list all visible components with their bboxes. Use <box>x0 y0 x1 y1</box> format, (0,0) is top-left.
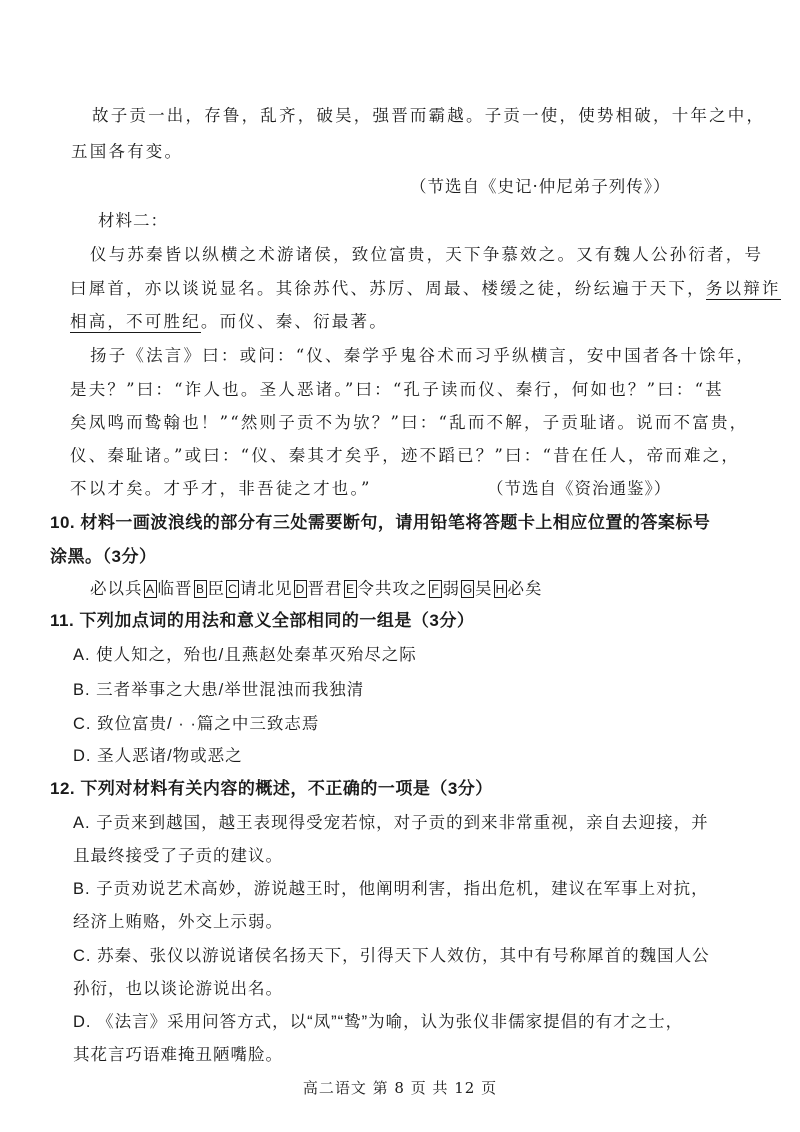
q12-option-c-line-1: C. 苏秦、张仪以游说诸侯名扬天下，引得天下人效仿，其中有号称犀首的魏国人公 <box>73 947 710 965</box>
material2-p2-line-3: 矣凤鸣而鸷翰也！”“然则子贡不为欤？”曰：“乱而不解，子贡耻诸。说而不富贵， <box>70 413 749 432</box>
q12-option-d-line-1: D. 《法言》采用问答方式，以“凤”“鸷”为喻，认为张仪非儒家提倡的有才之士， <box>73 1013 684 1031</box>
material2-p2-line-4: 仪、秦耻诸。”或曰：“仪、秦其才矣乎，迹不蹈已？”曰：“昔在任人，帝而难之， <box>70 446 741 465</box>
q11-option-a: A. 使人知之，殆也/且燕赵处秦革灭殆尽之际 <box>73 646 417 664</box>
material2-p2-line-1: 扬子《法言》曰：或问：“仪、秦学乎鬼谷术而习乎纵横言，安中国者各十馀年， <box>90 346 756 365</box>
material2-p1-line-2 <box>70 278 781 300</box>
q12-stem: 12. 下列对材料有关内容的概述，不正确的一项是（3分） <box>50 779 493 798</box>
q12-option-c-line-2: 孙衍，也以谈论游说出名。 <box>73 980 283 998</box>
material2-p1-line-1: 仪与苏秦皆以纵横之术游诸侯，致位富贵，天下争慕效之。又有魏人公孙衍者，号 <box>90 245 764 264</box>
answer-box-h[interactable]: H <box>494 580 507 598</box>
segment-text: 必矣 <box>507 580 543 598</box>
material2-source: （节选自《资治通鉴》） <box>487 479 672 498</box>
material2-p1-line-3 <box>70 311 388 333</box>
answer-box-a[interactable]: A <box>144 580 157 598</box>
material2-heading: 材料二： <box>98 211 168 230</box>
answer-box-e[interactable]: E <box>344 580 357 598</box>
q12-option-d-line-2: 其花言巧语难掩丑陋嘴脸。 <box>73 1046 283 1064</box>
q10-stem-line-2: 涂黑。（3分） <box>50 547 157 566</box>
answer-box-d[interactable]: D <box>294 580 307 598</box>
answer-box-g[interactable]: G <box>462 582 473 596</box>
segment-text: 晋君 <box>307 580 343 598</box>
segment-text: 令共攻之 <box>357 580 428 598</box>
q11-option-d: D. 圣人恶诸/物或恶之 <box>73 747 243 765</box>
material1-source: （节选自《史记·仲尼弟子列传》） <box>410 177 671 196</box>
material2-p2-line-5: 不以才矣。才乎才，非吾徒之才也。” <box>70 479 372 498</box>
segment-text: 臣 <box>207 580 225 598</box>
material1-line-2: 五国各有变。 <box>71 142 184 161</box>
segment-text: 吴 <box>475 580 493 598</box>
text-segment: 。而仪、秦、衍最著。 <box>200 312 388 331</box>
wavy-underlined-text: 务以辩诈 <box>705 279 781 298</box>
q11-stem: 11. 下列加点词的用法和意义全部相同的一组是（3分） <box>50 611 475 630</box>
q12-option-b-line-2: 经济上贿赂，外交上示弱。 <box>73 913 283 931</box>
answer-box-c[interactable]: C <box>226 580 239 598</box>
page-footer: 高二语文 第 8 页 共 12 页 <box>302 1079 498 1097</box>
material2-p2-line-2: 是夫？”曰：“诈人也。圣人恶诸。”曰：“孔子读而仪、秦行，何如也？”曰：“甚 <box>70 380 724 399</box>
q10-stem-line-1: 10. 材料一画波浪线的部分有三处需要断句，请用铅笔将答题卡上相应位置的答案标号 <box>50 513 711 532</box>
q10-sentence-segments <box>90 578 543 600</box>
answer-box-f[interactable]: F <box>429 580 442 598</box>
wavy-underlined-text: 相高，不可胜纪 <box>70 312 201 331</box>
segment-text: 请北见 <box>240 580 293 598</box>
segment-text: 弱 <box>442 580 460 598</box>
answer-box-b[interactable]: B <box>194 580 207 598</box>
q12-option-b-line-1: B. 子贡劝说艺术高妙，游说越王时，他阐明利害，指出危机，建议在军事上对抗， <box>73 880 709 898</box>
q12-option-a-line-2: 且最终接受了子贡的建议。 <box>73 847 283 865</box>
segment-text: 临晋 <box>157 580 193 598</box>
q11-option-c: C. 致位富贵/ · ·篇之中三致志焉 <box>73 715 320 733</box>
q12-option-a-line-1: A. 子贡来到越国，越王表现得受宠若惊，对子贡的到来非常重视，亲自去迎接，并 <box>73 814 709 832</box>
text-segment: 曰犀首，亦以谈说显名。其徐苏代、苏厉、周最、楼缓之徒，纷纭遍于天下， <box>70 279 706 298</box>
segment-text: 必以兵 <box>90 580 143 598</box>
material1-line-1: 故子贡一出，存鲁，乱齐，破吴，强晋而霸越。子贡一使，使势相破，十年之中， <box>92 106 766 125</box>
q11-option-b: B. 三者举事之大患/举世混浊而我独清 <box>73 681 365 699</box>
